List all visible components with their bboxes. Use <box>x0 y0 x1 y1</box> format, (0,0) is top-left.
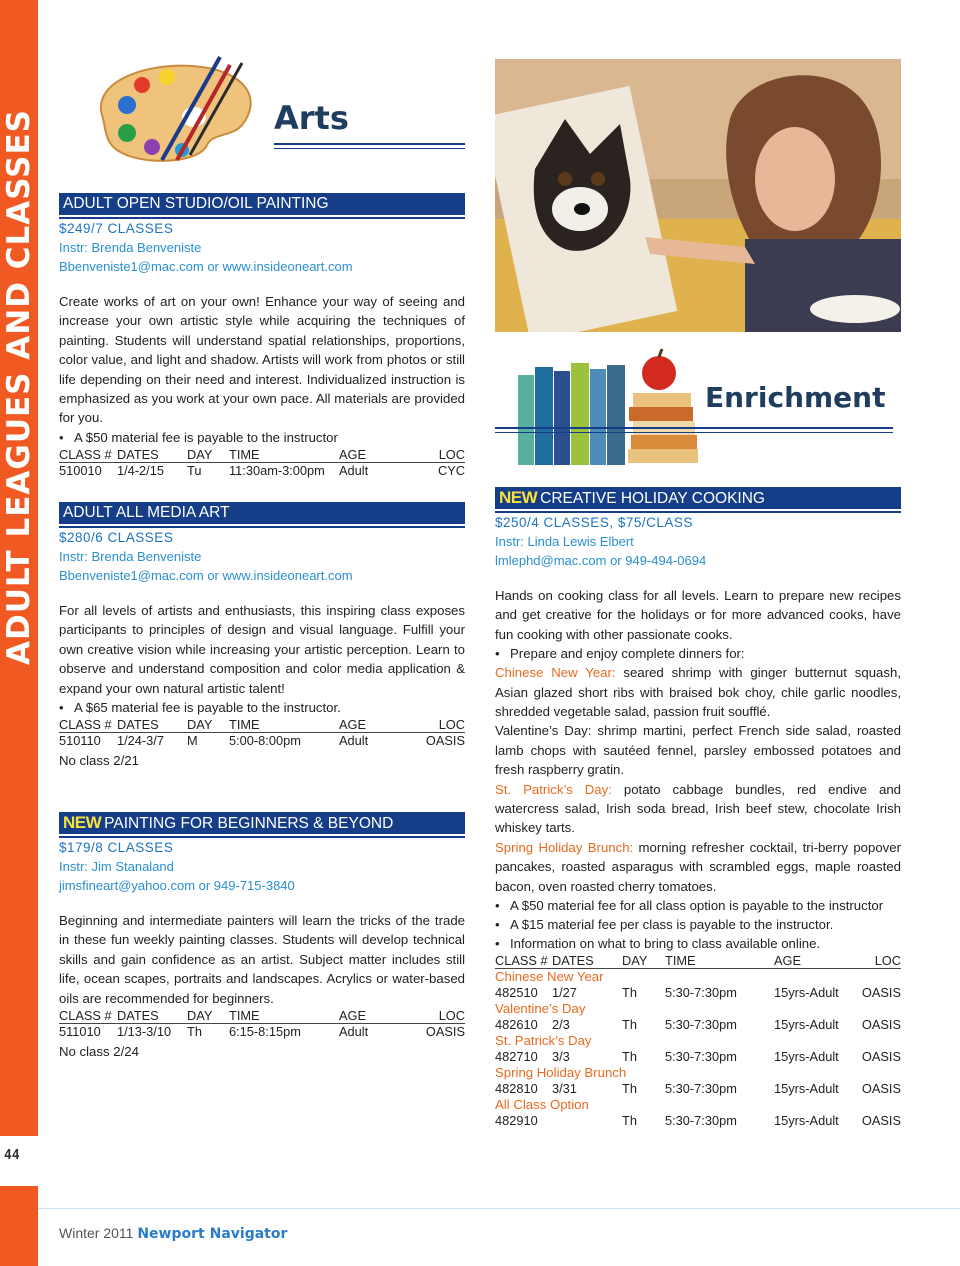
cell-loc: OASIS <box>861 985 901 1001</box>
cell-time: 5:30-7:30pm <box>665 1049 737 1065</box>
cell-loc: OASIS <box>425 1024 465 1040</box>
header-dates: DATES <box>117 717 187 733</box>
header-time: TIME <box>665 953 774 969</box>
course-contact-link[interactable]: Bbenveniste1@mac.com or www.insideoneart.com <box>59 568 353 583</box>
header-time: TIME <box>229 447 339 463</box>
footer <box>59 1225 287 1242</box>
group-label-row <box>495 969 901 986</box>
cell-age: 15yrs-Adult <box>774 1113 839 1129</box>
arts-rule <box>274 143 465 145</box>
course-title-bar <box>59 502 465 526</box>
course-title: PAINTING FOR BEGINNERS & BEYOND <box>104 815 394 832</box>
schedule-header-row <box>59 447 465 463</box>
cell-dates: 3/3 <box>552 1049 570 1065</box>
course-bullet: • Information on what to bring to class available online. <box>495 934 901 953</box>
table-row <box>495 1113 901 1129</box>
course-price: $250/4 CLASSES, $75/CLASS <box>495 515 693 530</box>
cell-time: 5:00-8:00pm <box>229 733 301 749</box>
header-day: DAY <box>622 953 665 969</box>
course-title: CREATIVE HOLIDAY COOKING <box>540 490 765 507</box>
cell-time: 5:30-7:30pm <box>665 1081 737 1097</box>
menu-list <box>495 663 901 896</box>
group-label-row <box>495 1001 901 1017</box>
cell-class: 482910 <box>495 1113 538 1129</box>
course-instructor: Instr: Jim Stanaland <box>59 859 174 874</box>
course-description: Create works of art on your own! Enhance your way of seeing and increase your own artistic style while acquiring the techniques of painting. Students will understand spatial relationships, proportions, color value, and light and shadow. Artists will work from photos or still life depending on their need and interest. Individualized instruction is emphasized as you work at your own pace. All materials are provided for you. <box>59 294 465 426</box>
menu-text: seared shrimp with ginger butternut squash, Asian glazed short ribs with braised bok choy, chile garlic noodles, shredded vegetable salad, passion fruit soufflé. <box>495 665 901 720</box>
cell-dates: 1/24-3/7 <box>117 733 164 749</box>
header-class: CLASS # <box>495 953 552 969</box>
cell-day: Th <box>622 1113 637 1129</box>
new-badge: NEW <box>63 813 102 832</box>
group-label: Spring Holiday Brunch <box>495 1065 627 1081</box>
cell-loc: CYC <box>437 462 465 478</box>
cell-day: M <box>187 733 198 749</box>
header-age: AGE <box>774 953 859 969</box>
menu-item <box>495 780 901 838</box>
schedule-header-row <box>59 1008 465 1024</box>
course-contact-link[interactable]: jimsfineart@yahoo.com or 949-715-3840 <box>59 878 295 893</box>
footer-rule <box>38 1208 960 1209</box>
table-row <box>59 1024 465 1041</box>
header-age: AGE <box>339 447 419 463</box>
cell-day: Th <box>187 1024 202 1040</box>
cell-loc: OASIS <box>861 1017 901 1033</box>
cell-dates: 1/27 <box>552 985 577 1001</box>
header-class: CLASS # <box>59 447 117 463</box>
schedule-table <box>495 953 901 1129</box>
cell-age: Adult <box>339 733 369 749</box>
header-loc: LOC <box>419 1008 465 1024</box>
footer-brand: Newport Navigator <box>137 1226 288 1242</box>
cell-time: 11:30am-3:00pm <box>229 462 325 478</box>
cell-class: 482510 <box>495 985 538 1001</box>
course-bullet: • A $65 material fee is payable to the instructor. <box>59 698 465 717</box>
course-bullet: • A $50 material fee for all class option is payable to the instructor <box>495 896 901 915</box>
cell-class: 482810 <box>495 1081 538 1097</box>
header-age: AGE <box>339 1008 419 1024</box>
header-time: TIME <box>229 717 339 733</box>
header-loc: LOC <box>859 953 901 969</box>
cell-day: Tu <box>187 462 202 478</box>
header-class: CLASS # <box>59 717 117 733</box>
course-intro <box>495 644 901 663</box>
cell-time: 5:30-7:30pm <box>665 1017 737 1033</box>
course-intro-text: Prepare and enjoy complete dinners for: <box>510 646 745 662</box>
course-note: No class 2/21 <box>59 753 139 769</box>
group-label-row <box>495 1097 901 1113</box>
menu-text: potato cabbage bundles, red endive and watercress salad, Irish soda bread, Irish beef stew, chocolate Irish whiskey tarts. <box>495 781 901 836</box>
course-title-bar <box>495 487 901 511</box>
schedule-table <box>59 1008 465 1040</box>
cell-loc: OASIS <box>861 1049 901 1065</box>
group-label-row <box>495 1033 901 1049</box>
course-title: ADULT ALL MEDIA ART <box>63 504 230 521</box>
enrichment-rule <box>495 427 893 429</box>
cell-day: Th <box>622 1049 637 1065</box>
schedule-table <box>59 717 465 749</box>
menu-item <box>495 838 901 896</box>
header-loc: LOC <box>419 447 465 463</box>
cell-loc: OASIS <box>425 733 465 749</box>
group-label: St. Patrick’s Day <box>495 1033 592 1049</box>
paint-palette-icon <box>82 55 272 170</box>
table-row <box>495 1081 901 1097</box>
header-time: TIME <box>229 1008 339 1024</box>
arts-rule-thin <box>274 148 465 149</box>
page-number: 44 <box>4 1148 20 1163</box>
group-label: Chinese New Year <box>495 969 604 985</box>
enrichment-rule-thin <box>495 432 893 433</box>
cell-age: 15yrs-Adult <box>774 1017 839 1033</box>
course-price: $280/6 CLASSES <box>59 530 174 545</box>
arts-heading: Arts <box>274 99 349 137</box>
cell-class: 510110 <box>59 733 101 749</box>
header-day: DAY <box>187 1008 229 1024</box>
header-dates: DATES <box>117 1008 187 1024</box>
cell-dates: 3/31 <box>552 1081 577 1097</box>
table-row <box>495 1049 901 1065</box>
course-instructor: Instr: Linda Lewis Elbert <box>495 534 634 549</box>
cell-age: 15yrs-Adult <box>774 1081 839 1097</box>
course-contact-link[interactable]: Bbenveniste1@mac.com or www.insideoneart.com <box>59 259 353 274</box>
group-label-row <box>495 1065 901 1081</box>
cell-time: 6:15-8:15pm <box>229 1024 301 1040</box>
cell-day: Th <box>622 985 637 1001</box>
menu-name: St. Patrick’s Day: <box>495 781 612 797</box>
schedule-header-row <box>59 717 465 733</box>
cell-age: Adult <box>339 462 369 478</box>
schedule-table <box>59 447 465 479</box>
group-label: All Class Option <box>495 1097 589 1113</box>
course-title-bar <box>59 193 465 217</box>
painting-class-photo <box>495 59 901 332</box>
course-instructor: Instr: Brenda Benveniste <box>59 549 202 564</box>
table-row <box>495 1017 901 1033</box>
course-instructor: Instr: Brenda Benveniste <box>59 240 202 255</box>
menu-item <box>495 663 901 721</box>
header-dates: DATES <box>117 447 187 463</box>
header-day: DAY <box>187 717 229 733</box>
menu-text: Valentine’s Day: shrimp martini, perfect French side salad, roasted lamb chops with sautéed fennel, parsley embossed potatoes and fresh raspberry gratin. <box>495 723 901 778</box>
cell-loc: OASIS <box>861 1113 901 1129</box>
cell-age: 15yrs-Adult <box>774 1049 839 1065</box>
course-open-studio <box>59 193 465 479</box>
cell-dates: 2/3 <box>552 1017 570 1033</box>
course-holiday-cooking <box>495 487 901 1129</box>
cell-class: 482610 <box>495 1017 538 1033</box>
header-day: DAY <box>187 447 229 463</box>
footer-season: Winter 2011 <box>59 1225 138 1241</box>
header-class: CLASS # <box>59 1008 117 1024</box>
books-apple-icon <box>513 345 703 470</box>
new-badge: NEW <box>499 488 538 507</box>
course-price: $179/8 CLASSES <box>59 840 174 855</box>
menu-item <box>495 721 901 779</box>
course-bullet: • A $50 material fee is payable to the instructor <box>59 428 465 447</box>
course-note: No class 2/24 <box>59 1044 139 1060</box>
course-description: For all levels of artists and enthusiasts, this inspiring class exposes participants to principles of design and visual language. Fulfill your own creative vision while increasing your artistic perception. Learn to observe and understand composition and color media application & expand your own natural artistic talent! <box>59 603 465 696</box>
menu-name: Spring Holiday Brunch: <box>495 839 634 855</box>
course-contact-link[interactable]: lmlephd@mac.com or 949-494-0694 <box>495 553 707 568</box>
cell-dates: 1/13-3/10 <box>117 1024 172 1040</box>
header-dates: DATES <box>552 953 622 969</box>
cell-time: 5:30-7:30pm <box>665 985 737 1001</box>
course-title: ADULT OPEN STUDIO/OIL PAINTING <box>63 195 329 212</box>
cell-class: 482710 <box>495 1049 538 1065</box>
header-age: AGE <box>339 717 419 733</box>
cell-day: Th <box>622 1081 637 1097</box>
course-description: Hands on cooking class for all levels. Learn to prepare new recipes and get creative for the holidays or for more advanced cooks, have fun cooking with other passionate cooks. <box>495 588 901 642</box>
group-label: Valentine’s Day <box>495 1001 586 1017</box>
sidebar-title: ADULT LEAGUES AND CLASSES <box>1 108 37 665</box>
course-price: $249/7 CLASSES <box>59 221 174 236</box>
header-loc: LOC <box>419 717 465 733</box>
cell-loc: OASIS <box>861 1081 901 1097</box>
cell-dates <box>552 1113 622 1129</box>
cell-age: Adult <box>339 1024 369 1040</box>
enrichment-heading: Enrichment <box>705 381 886 414</box>
course-bullet: • A $15 material fee per class is payable to the instructor. <box>495 915 901 934</box>
course-all-media <box>59 502 465 768</box>
table-row <box>59 462 465 479</box>
course-description: Beginning and intermediate painters will learn the tricks of the trade in these fun weekly painting classes. Students will develop technical skills and gain confidence as an artist. Subject matter includes still life, ocean scapes, portraits and landscapes. Acrylics or water-based oils are recommended for beginners. <box>59 913 465 1006</box>
cell-dates: 1/4-2/15 <box>117 462 164 478</box>
course-painting-beginners <box>59 812 465 1059</box>
cell-age: 15yrs-Adult <box>774 985 839 1001</box>
table-row <box>59 733 465 750</box>
cell-day: Th <box>622 1017 637 1033</box>
menu-text: morning refresher cocktail, tri-berry popover pancakes, roasted asparagus with scrambled eggs, maple roasted bacon, oven roasted cherry tomatoes. <box>495 839 901 894</box>
table-row <box>495 985 901 1001</box>
cell-time: 5:30-7:30pm <box>665 1113 737 1129</box>
schedule-header-row <box>495 953 901 969</box>
menu-name: Chinese New Year: <box>495 665 616 681</box>
cell-class: 510010 <box>59 462 102 478</box>
cell-class: 511010 <box>59 1024 101 1040</box>
course-title-bar <box>59 812 465 836</box>
